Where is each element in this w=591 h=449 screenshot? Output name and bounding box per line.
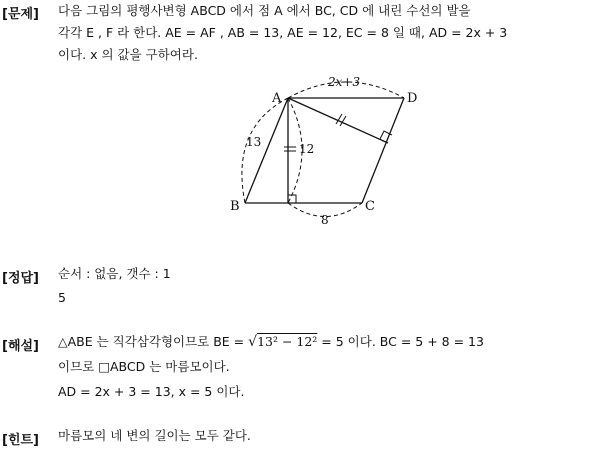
answer-line-1: 순서 : 없음, 갯수 : 1	[58, 266, 171, 281]
label-AE: 12	[299, 142, 315, 156]
answer-line-2: 5	[58, 290, 66, 305]
label-EC: 8	[321, 213, 329, 227]
solution-label: [해설]	[2, 339, 39, 354]
vertex-B: B	[230, 199, 240, 214]
solution-line-1-start: △ABE 는 직각삼각형이므로 BE =	[58, 334, 249, 349]
side-AB	[245, 98, 288, 203]
vertex-C: C	[365, 199, 375, 214]
tick-AF-2	[340, 116, 346, 126]
hint-label: [힌트]	[2, 433, 39, 448]
label-AD: 2x+3	[328, 75, 361, 89]
solution-line-2: 이므로 □ABCD 는 마름모이다.	[58, 359, 230, 374]
right-angle-E	[288, 195, 296, 203]
label-AB: 13	[246, 135, 262, 149]
vertex-A: A	[272, 91, 282, 106]
problem-line-3: 이다. x 의 값을 구하여라.	[58, 47, 198, 62]
hint-line-1: 마름모의 네 변의 길이는 모두 같다.	[58, 428, 251, 443]
problem-line-1: 다음 그림의 평행사변형 ABCD 에서 점 A 에서 BC, CD 에 내린 수선의 발을	[58, 3, 471, 18]
solution-line-3: AD = 2x + 3 = 13, x = 5 이다.	[58, 384, 245, 399]
vertex-D: D	[407, 91, 418, 106]
side-CD	[362, 98, 404, 203]
problem-label: [문제]	[2, 7, 39, 22]
solution-line-1	[58, 333, 484, 351]
sqrt-symbol: √	[248, 334, 258, 350]
solution-line-1-end: = 5 이다. BC = 5 + 8 = 13	[317, 334, 484, 349]
sqrt-expression: 13² − 12²	[257, 334, 318, 349]
problem-line-2: 각각 E , F 라 한다. AE = AF , AB = 13, AE = 12, EC = 8 일 때, AD = 2x + 3	[58, 25, 508, 40]
answer-label: [정답]	[2, 271, 39, 286]
